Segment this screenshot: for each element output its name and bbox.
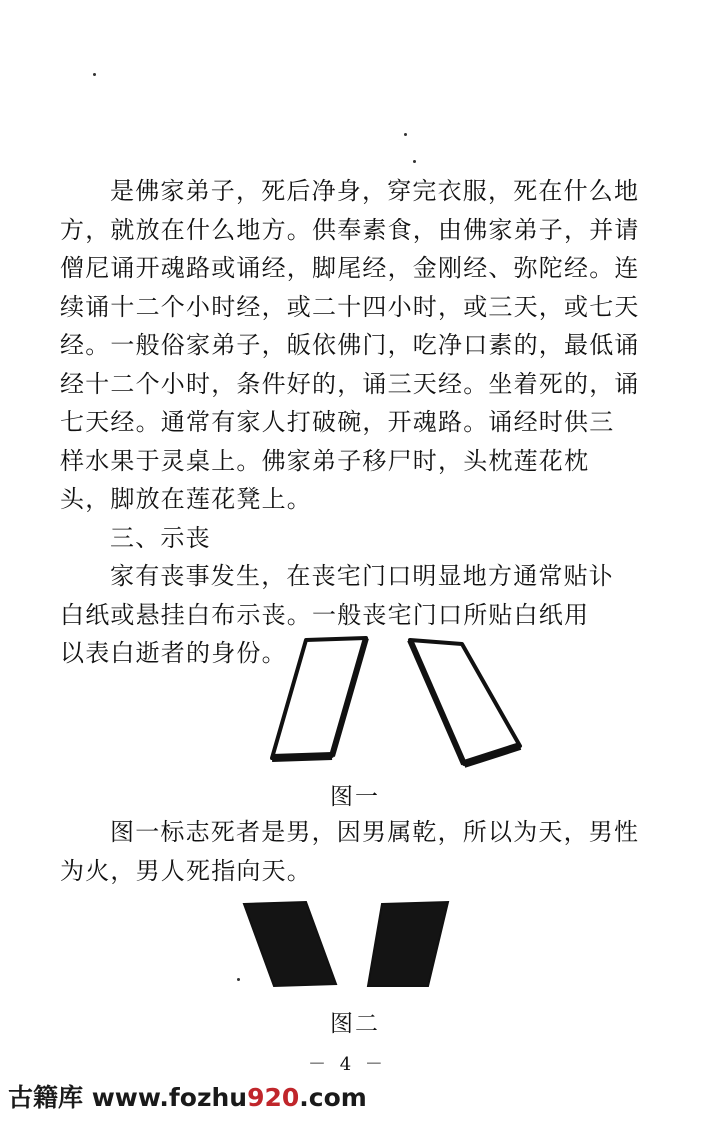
figure-2-caption: 图二 bbox=[330, 1011, 380, 1037]
black-paper-strip-left bbox=[244, 902, 336, 986]
text-line: 经十二个小时，条件好的，诵三天经。坐着死的，诵 bbox=[60, 369, 640, 398]
text-line: 是佛家弟子，死后净身，穿完衣服，死在什么地 bbox=[110, 177, 640, 205]
black-paper-strip-right bbox=[368, 902, 448, 986]
figure-1-caption: 图一 bbox=[330, 784, 380, 810]
scan-speck bbox=[93, 73, 96, 76]
strip-shadow-edge bbox=[272, 756, 332, 758]
text-line: 为火，男人死指向天。 bbox=[60, 856, 312, 885]
paragraph-figure-1-description bbox=[60, 813, 660, 890]
text-line: 续诵十二个小时经，或二十四小时，或三天，或七天 bbox=[60, 292, 640, 321]
scan-speck bbox=[404, 133, 407, 136]
paragraph-funeral-chanting bbox=[60, 172, 660, 673]
text-line: 七天经。通常有家人打破碗，开魂路。诵经时供三 bbox=[60, 408, 615, 436]
site-watermark bbox=[8, 1078, 367, 1114]
watermark-accent: 920 bbox=[247, 1083, 300, 1112]
page-number: － 4 － bbox=[308, 1054, 387, 1075]
watermark-suffix: .com bbox=[299, 1083, 367, 1112]
white-paper-strip-left bbox=[272, 638, 366, 758]
figure-2-black-paper-strips bbox=[240, 896, 460, 991]
white-paper-strip-right bbox=[410, 640, 520, 764]
text-line: 图一标志死者是男，因男属乾，所以为天，男性 bbox=[110, 818, 640, 846]
text-line: 僧尼诵开魂路或诵经，脚尾经，金刚经、弥陀经。连 bbox=[60, 254, 640, 282]
figure-1-white-paper-strips bbox=[262, 628, 532, 768]
text-line: 方，就放在什么地方。供奉素食，由佛家弟子，并请 bbox=[60, 215, 640, 244]
text-line: 以表白逝者的身份。 bbox=[60, 639, 287, 667]
section-heading: 三、示丧 bbox=[110, 523, 211, 552]
watermark-prefix: 古籍库 www.fozhu bbox=[8, 1083, 248, 1112]
scan-speck bbox=[413, 160, 416, 163]
text-line: 经。一般俗家弟子，皈依佛门，吃净口素的，最低诵 bbox=[60, 331, 640, 359]
text-line: 头，脚放在莲花凳上。 bbox=[60, 485, 312, 513]
text-line: 白纸或悬挂白布示丧。一般丧宅门口所贴白纸用 bbox=[60, 600, 590, 629]
text-line: 家有丧事发生，在丧宅门口明显地方通常贴讣 bbox=[110, 562, 614, 590]
text-line: 样水果于灵桌上。佛家弟子移尸时，头枕莲花枕 bbox=[60, 446, 590, 475]
